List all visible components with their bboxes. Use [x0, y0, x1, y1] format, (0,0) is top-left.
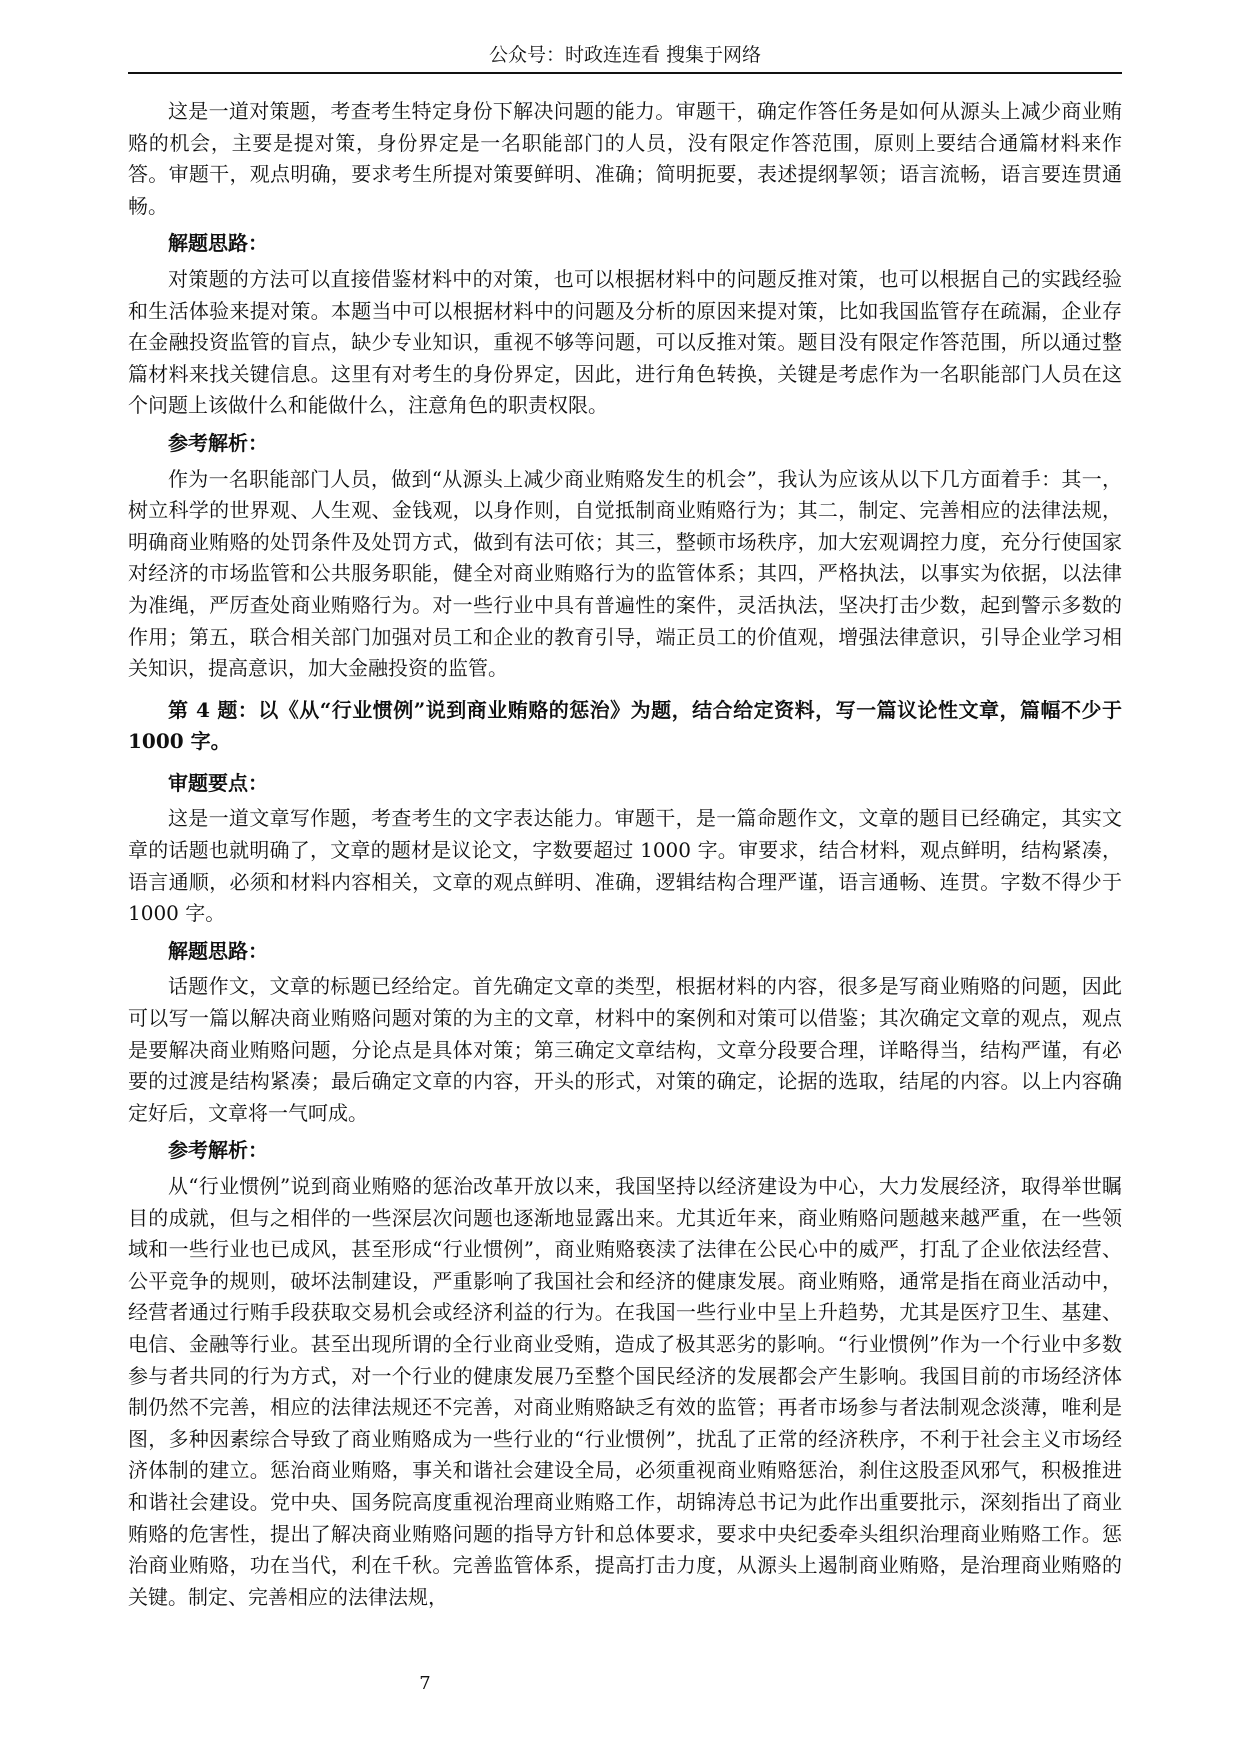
- page-number: 7: [419, 1673, 431, 1694]
- paragraph-essay: 从“行业惯例”说到商业贿赂的惩治改革开放以来，我国坚持以经济建设为中心，大力发展经济，取得举世瞩目的成就，但与之相伴的一些深层次问题也逐渐地显露出来。尤其近年来，商业贿赂问题越来越严重，在一些领域和一些行业也已成风，甚至形成“行业惯例”，商业贿赂亵渎了法律在公民心中的威严，打乱了企业依法经营、公平竞争的规则，破坏法制建设，严重影响了我国社会和经济的健康发展。商业贿赂，通常是指在商业活动中，经营者通过行贿手段获取交易机会或经济利益的行为。在我国一些行业中呈上升趋势，尤其是医疗卫生、基建、电信、金融等行业。甚至出现所谓的全行业商业受贿，造成了极其恶劣的影响。“行业惯例”作为一个行业中多数参与者共同的行为方式，对一个行业的健康发展乃至整个国民经济的发展都会产生影响。我国目前的市场经济体制仍然不完善，相应的法律法规还不完善，对商业贿赂缺乏有效的监管；再者市场参与者法制观念淡薄，唯利是图，多种因素综合导致了商业贿赂成为一些行业的“行业惯例”，扰乱了正常的经济秩序，不利于社会主义市场经济体制的建立。惩治商业贿赂，事关和谐社会建设全局，必须重视商业贿赂惩治，刹住这股歪风邪气，积极推进和谐社会建设。党中央、国务院高度重视治理商业贿赂工作，胡锦涛总书记为此作出重要批示，深刻指出了商业贿赂的危害性，提出了解决商业贿赂问题的指导方针和总体要求，要求中央纪委牵头组织治理商业贿赂工作。惩治商业贿赂，功在当代，利在千秋。完善监管体系，提高打击力度，从源头上遏制商业贿赂，是治理商业贿赂的关键。制定、完善相应的法律法规，: [128, 1174, 1122, 1609]
- section-heading-reference: 参考解析：: [168, 430, 268, 455]
- section-heading-key-points: 审题要点：: [168, 770, 268, 795]
- paragraph-key-points: 这是一道文章写作题，考查考生的文字表达能力。审题干，是一篇命题作文，文章的题目已经确定，其实文章的话题也就明确了，文章的题材是议论文，字数要超过 1000 字。审要求，结合材料，观点鲜明，结构紧凑，语言通顺，必须和材料内容相关，文章的观点鲜明、准确，逻辑结构合理严谨，语言通畅、连贯。字数不得少于 1000 字。: [128, 806, 1122, 926]
- question-4: 第 4 题：以《从“行业惯例”说到商业贿赂的惩治》为题，结合给定资料，写一篇议论性文章，篇幅不少于 1000 字。: [128, 697, 1122, 754]
- page-header: 公众号：时政连连看 搜集于网络: [488, 44, 762, 66]
- header-rule: [128, 72, 1122, 74]
- document-body: [128, 96, 1122, 1613]
- section-heading-approach: 解题思路：: [168, 231, 268, 256]
- section-heading-reference-2: 参考解析：: [168, 1138, 268, 1163]
- paragraph-approach: 对策题的方法可以直接借鉴材料中的对策，也可以根据材料中的问题反推对策，也可以根据自己的实践经验和生活体验来提对策。本题当中可以根据材料中的问题及分析的原因来提对策，比如我国监管存在疏漏，企业存在金融投资监管的盲点，缺少专业知识，重视不够等问题，可以反推对策。题目没有限定作答范围，所以通过整篇材料来找关键信息。这里有对考生的身份界定，因此，进行角色转换，关键是考虑作为一名职能部门人员在这个问题上该做什么和能做什么，注意角色的职责权限。: [128, 266, 1122, 418]
- paragraph-task-analysis: 这是一道对策题，考查考生特定身份下解决问题的能力。审题干，确定作答任务是如何从源头上减少商业贿赂的机会，主要是提对策，身份界定是一名职能部门的人员，没有限定作答范围，原则上要结合通篇材料来作答。审题干，观点明确，要求考生所提对策要鲜明、准确；简明扼要，表述提纲挈领；语言流畅，语言要连贯通畅。: [128, 99, 1122, 218]
- paragraph-reference-answer: 作为一名职能部门人员，做到“从源头上减少商业贿赂发生的机会”，我认为应该从以下几方面着手：其一，树立科学的世界观、人生观、金钱观，以身作则，自觉抵制商业贿赂行为；其二，制定、完善相应的法律法规，明确商业贿赂的处罚条件及处罚方式，做到有法可依；其三，整顿市场秩序，加大宏观调控力度，充分行使国家对经济的市场监管和公共服务职能，健全对商业贿赂行为的监管体系；其四，严格执法，以事实为依据，以法律为准绳，严厉查处商业贿赂行为。对一些行业中具有普遍性的案件，灵活执法，坚决打击少数，起到警示多数的作用；第五，联合相关部门加强对员工和企业的教育引导，端正员工的价值观，增强法律意识，引导企业学习相关知识，提高意识，加大金融投资的监管。: [128, 466, 1122, 681]
- section-heading-approach-2: 解题思路：: [168, 938, 268, 963]
- paragraph-approach-2: 话题作文，文章的标题已经给定。首先确定文章的类型，根据材料的内容，很多是写商业贿赂的问题，因此可以写一篇以解决商业贿赂问题对策的为主的文章，材料中的案例和对策可以借鉴；其次确定文章的观点，观点是要解决商业贿赂问题，分论点是具体对策；第三确定文章结构，文章分段要合理，详略得当，结构严谨，有必要的过渡是结构紧凑；最后确定文章的内容，开头的形式，对策的确定，论据的选取，结尾的内容。以上内容确定好后，文章将一气呵成。: [128, 974, 1122, 1125]
